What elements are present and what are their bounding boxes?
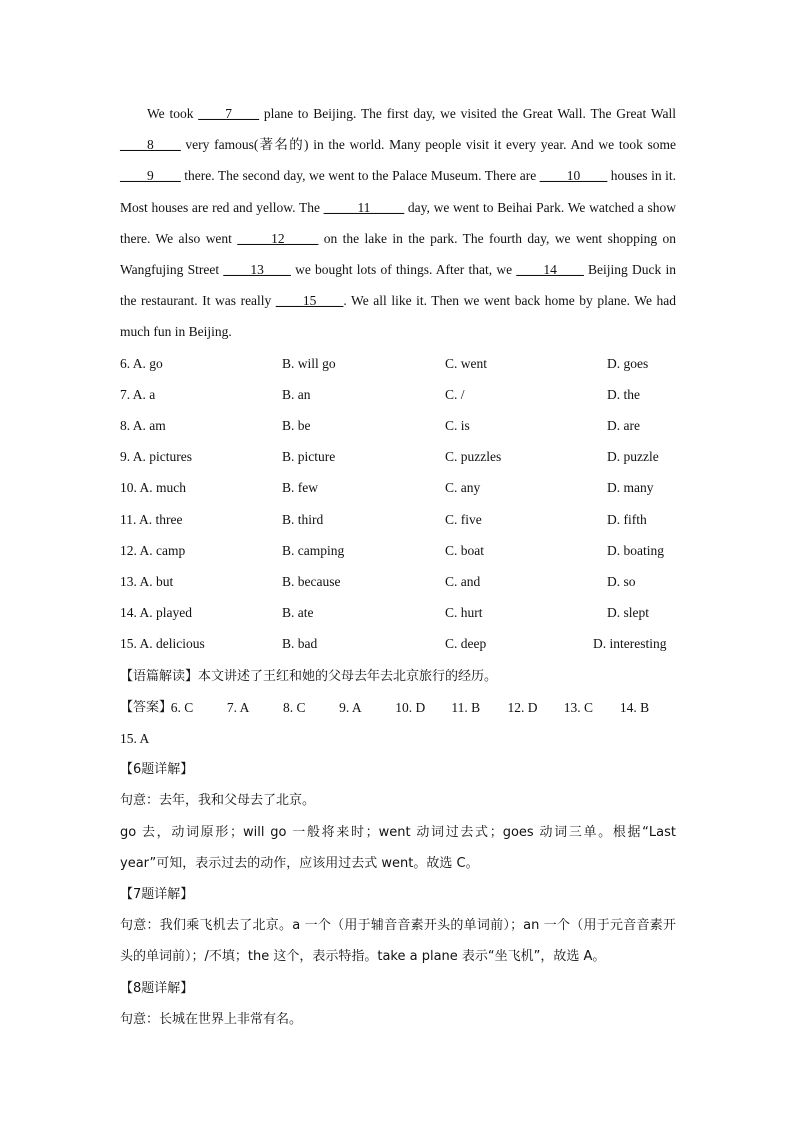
passage-text: there. The second day, we went to the Palace Museum. There are [180, 168, 540, 184]
answer-item: 13. C [563, 699, 593, 715]
answer-item-last: 15. A [120, 730, 150, 746]
answer-item: 14. B [619, 699, 650, 715]
option-a: 6. A. go [120, 355, 163, 371]
blank-8: ____8____ [120, 137, 181, 153]
reading-summary [120, 660, 676, 692]
option-a: 13. A. but [120, 573, 174, 589]
option-d: D. boating [607, 542, 664, 558]
option-b: B. because [282, 573, 341, 589]
reading-label: 【语篇解读】 [120, 668, 199, 684]
option-d: D. the [607, 386, 640, 402]
option-c: C. is [445, 418, 470, 433]
option-row [120, 628, 676, 659]
option-row [120, 410, 676, 441]
option-c: C. puzzles [445, 449, 502, 465]
passage-text: houses in it. Most houses are red and yellow. The [120, 168, 676, 215]
option-row [120, 348, 676, 379]
option-d: D. puzzle [607, 449, 659, 465]
q7-meaning: 句意：我们乘飞机去了北京。a 一个（用于辅音音素开头的单词前）；an 一个（用于元音音素开头的单词前）；/不填；the 这个，表示特指。take a plane 表示“坐飞机”，故选 A。 [120, 918, 676, 965]
answer-item: 6. C [170, 699, 194, 715]
answer-item: 11. B [451, 699, 481, 715]
passage-text: plane to Beijing. The first day, we visited the Great Wall. The Great Wall [259, 106, 676, 121]
option-c: C. hurt [445, 605, 483, 621]
option-b: B. an [282, 386, 311, 402]
passage-text: . We all like it. Then we went back home by plane. We had much fun in Beijing. [120, 293, 676, 340]
option-a: 9. A. pictures [120, 449, 192, 465]
passage-text: We took [147, 106, 199, 121]
reading-text: 本文讲述了王红和她的父母去年去北京旅行的经历。 [198, 668, 498, 684]
answer-item: 10. D [395, 699, 426, 715]
option-row [120, 504, 676, 535]
passage-text: very famous(著名的) in the world. Many people visit it every year. And we took some [180, 137, 676, 153]
q7-title: 【7题详解】 [120, 886, 194, 902]
option-b: B. ate [282, 605, 314, 621]
option-a: 15. A. delicious [120, 636, 205, 652]
option-d: D. so [607, 573, 636, 589]
q6-detail: go 去，动词原形；will go 一般将来时；went 动词过去式；goes 动词三单。根据“Last year”可知，表示过去的动作，应该用过去式 went。故选 C。 [120, 824, 676, 871]
option-c: C. / [445, 386, 465, 402]
passage-text: we bought lots of things. After that, we [290, 262, 517, 278]
option-d: D. many [607, 480, 654, 496]
options-list [120, 348, 676, 660]
answer-item: 9. A [339, 699, 362, 715]
passage-text: day, we went to Beihai Park. We watched a show there. We also went [120, 199, 677, 246]
option-row [120, 597, 676, 628]
answer-item: 8. C [282, 699, 306, 715]
passage-text: on the lake in the park. The fourth day, we went shopping on Wangfujing Street [120, 230, 676, 278]
q8-meaning: 句意：长城在世界上非常有名。 [120, 1011, 303, 1027]
blank-7: ____7____ [198, 106, 260, 121]
option-c: C. any [445, 480, 481, 496]
option-b: B. will go [282, 355, 336, 371]
blank-9: ____9____ [120, 168, 181, 184]
option-b: B. picture [282, 449, 336, 465]
option-row [120, 535, 676, 566]
blank-11: _____11_____ [323, 199, 405, 215]
option-d: D. goes [607, 355, 649, 371]
q6-meaning: 句意：去年，我和父母去了北京。 [120, 793, 316, 809]
cloze-passage [120, 98, 676, 348]
blank-13: ____13____ [223, 262, 291, 278]
option-b: B. camping [282, 542, 345, 558]
answer-item: 7. A [226, 699, 250, 715]
option-c: C. deep [445, 636, 487, 652]
blank-12: _____12_____ [237, 230, 319, 246]
option-d: D. are [607, 418, 640, 433]
blank-14: ____14____ [516, 262, 584, 278]
passage-text: Beijing Duck in the restaurant. It was really [120, 262, 676, 309]
option-row [120, 472, 676, 503]
q6-title: 【6题详解】 [120, 762, 194, 778]
blank-15: ____15____ [275, 293, 344, 309]
document-page [120, 98, 676, 1035]
option-d: D. slept [607, 605, 649, 621]
option-b: B. third [282, 511, 324, 527]
option-a: 14. A. played [120, 605, 192, 621]
option-row [120, 566, 676, 597]
option-a: 11. A. three [120, 511, 183, 527]
option-c: C. five [445, 511, 482, 527]
answer-key [120, 692, 676, 723]
option-c: C. went [445, 355, 487, 371]
option-c: C. boat [445, 542, 484, 558]
option-a: 10. A. much [120, 480, 186, 496]
answer-label: 【答案】 [120, 699, 173, 715]
option-a: 12. A. camp [120, 542, 186, 558]
option-c: C. and [445, 573, 481, 589]
option-row [120, 379, 676, 410]
option-row [120, 441, 676, 472]
option-b: B. few [282, 480, 318, 496]
option-b: B. bad [282, 636, 318, 652]
option-d: D. fifth [607, 511, 647, 527]
option-d: D. interesting [593, 636, 667, 652]
blank-10: ____10____ [539, 168, 608, 184]
option-b: B. be [282, 418, 311, 433]
answer-item: 12. D [507, 699, 538, 715]
option-a: 8. A. am [120, 418, 166, 433]
option-a: 7. A. a [120, 386, 156, 402]
q8-title: 【8题详解】 [120, 980, 194, 996]
